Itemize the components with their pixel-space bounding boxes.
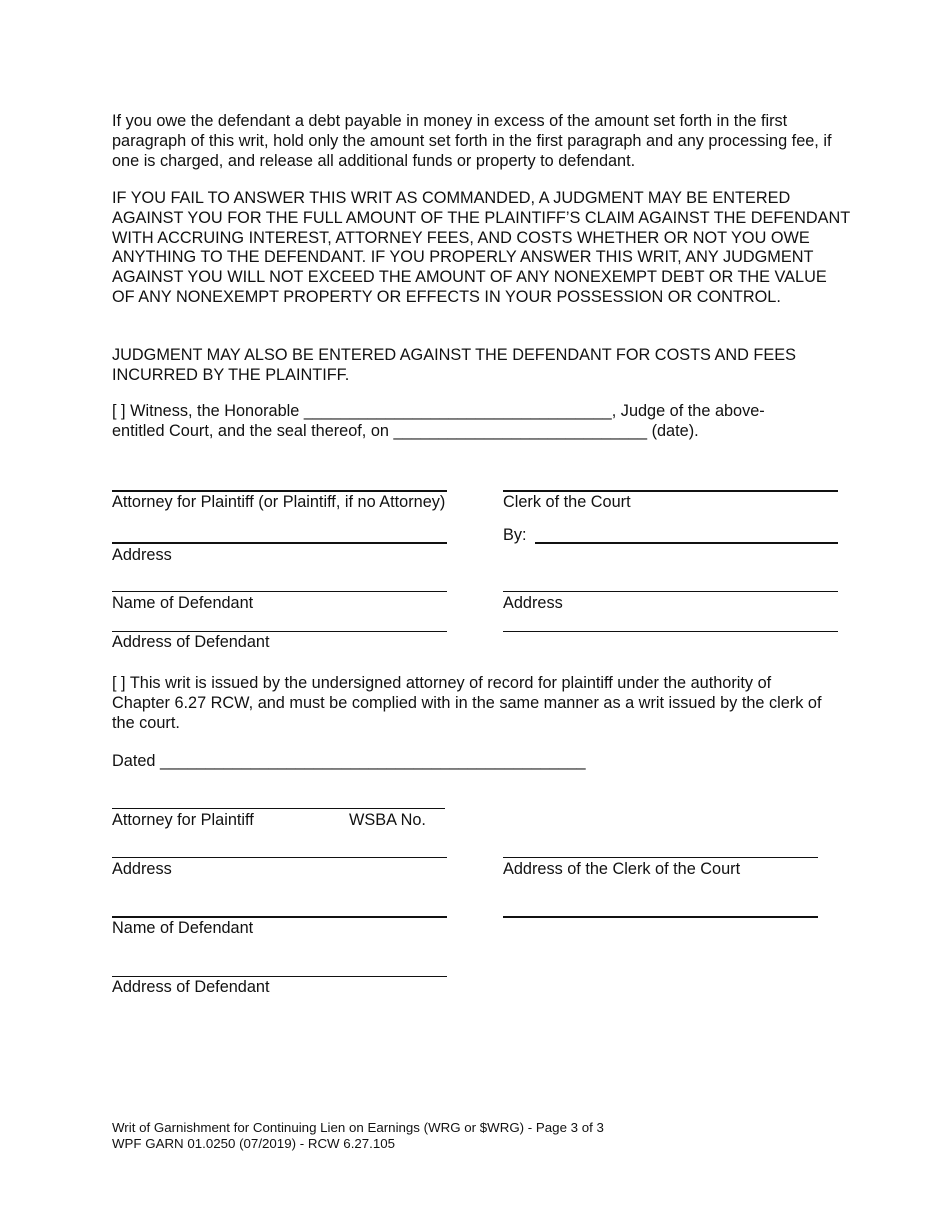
attorney-signature-line[interactable] [112,490,447,492]
judge-name-field[interactable]: __________________________________ [303,402,612,420]
footer-form-title: Writ of Garnishment for Continuing Lien on Earnings (WRG or $WRG) - Page 3 of 3 [112,1120,604,1135]
address-label: Address [112,546,172,564]
wsba-number-label: WSBA No. [349,811,426,829]
clerk-address-line-3[interactable] [503,857,818,858]
dated-label: Dated [112,752,156,770]
attorney-issue-paragraph [112,674,832,733]
address-of-defendant-label: Address of Defendant [112,633,270,651]
witness-line-2 [112,422,699,442]
seal-text: entitled Court, and the seal thereof, on [112,422,389,440]
attorney-address-line[interactable] [112,542,447,544]
attorney-address-line-2[interactable] [112,857,447,858]
failure-to-answer-paragraph: IF YOU FAIL TO ANSWER THIS WRIT AS COMMANDED, A JUDGMENT MAY BE ENTERED AGAINST YOU FOR THE FULL AMOUNT OF THE PLAINTIFF’S CLAIM AGAINST THE DEFENDANT WITH ACCRUING INTEREST, ATTORNEY FEES, AND COSTS WHETHER OR NOT YOU OWE ANYTHING TO THE DEFENDANT. IF YOU PROPERLY ANSWER THIS WRIT, ANY JUDGMENT AGAINST YOU WILL NOT EXCEED THE AMOUNT OF ANY NONEXEMPT DEBT OR THE VALUE OF ANY NONEXEMPT PROPERTY OR EFFECTS IN YOUR POSSESSION OR CONTROL. [112,189,850,306]
clerk-address-label: Address [503,594,563,612]
address-label-2: Address [112,860,172,878]
name-of-defendant-label: Name of Defendant [112,594,254,612]
attorney-signature-line-2[interactable] [112,808,445,809]
clerk-address-line[interactable] [503,591,838,592]
defendant-name-line-2[interactable] [112,916,447,918]
witness-line-1 [112,402,765,422]
excess-debt-paragraph: If you owe the defendant a debt payable in money in excess of the amount set forth in the first paragraph of this writ, hold only the amount set forth in the first paragraph and any processing fee, if one is charged, and release all additional funds or property to defendant. [112,112,832,170]
dated-field[interactable]: _______________________________________________ [159,752,586,770]
date-suffix: (date). [651,422,699,440]
judgment-costs-paragraph: JUDGMENT MAY ALSO BE ENTERED AGAINST THE DEFENDANT FOR COSTS AND FEES INCURRED BY THE PLAINTIFF. [112,346,796,384]
name-of-defendant-label-2: Name of Defendant [112,919,254,937]
address-of-defendant-label-2: Address of Defendant [112,978,270,996]
attorney-issue-text: This writ is issued by the undersigned attorney of record for plaintiff under the authority of Chapter 6.27 RCW, and must be complied with in the same manner as a writ issued by the clerk of the court. [112,674,822,732]
attorney-for-plaintiff-label: Attorney for Plaintiff (or Plaintiff, if no Attorney) [112,493,446,511]
witness-text: Witness, the Honorable [130,402,300,420]
by-label: By: [503,526,527,544]
clerk-address-line-4[interactable] [503,916,818,918]
defendant-address-line-2[interactable] [112,976,447,977]
judge-suffix: , Judge of the above- [611,402,765,420]
seal-date-field[interactable]: ____________________________ [393,422,648,440]
defendant-address-line[interactable] [112,631,447,632]
footer-form-number: WPF GARN 01.0250 (07/2019) - RCW 6.27.105 [112,1136,396,1151]
address-of-clerk-label: Address of the Clerk of the Court [503,860,741,878]
attorney-for-plaintiff-label-2: Attorney for Plaintiff [112,811,254,829]
clerk-signature-line[interactable] [503,490,838,492]
defendant-name-line[interactable] [112,591,447,592]
deputy-clerk-signature-line[interactable] [535,542,838,544]
witness-checkbox[interactable]: [ ] [112,402,126,420]
clerk-of-court-label: Clerk of the Court [503,493,631,511]
clerk-address-line-2[interactable] [503,631,838,632]
attorney-issue-checkbox[interactable]: [ ] [112,674,126,692]
dated-row [112,752,586,772]
